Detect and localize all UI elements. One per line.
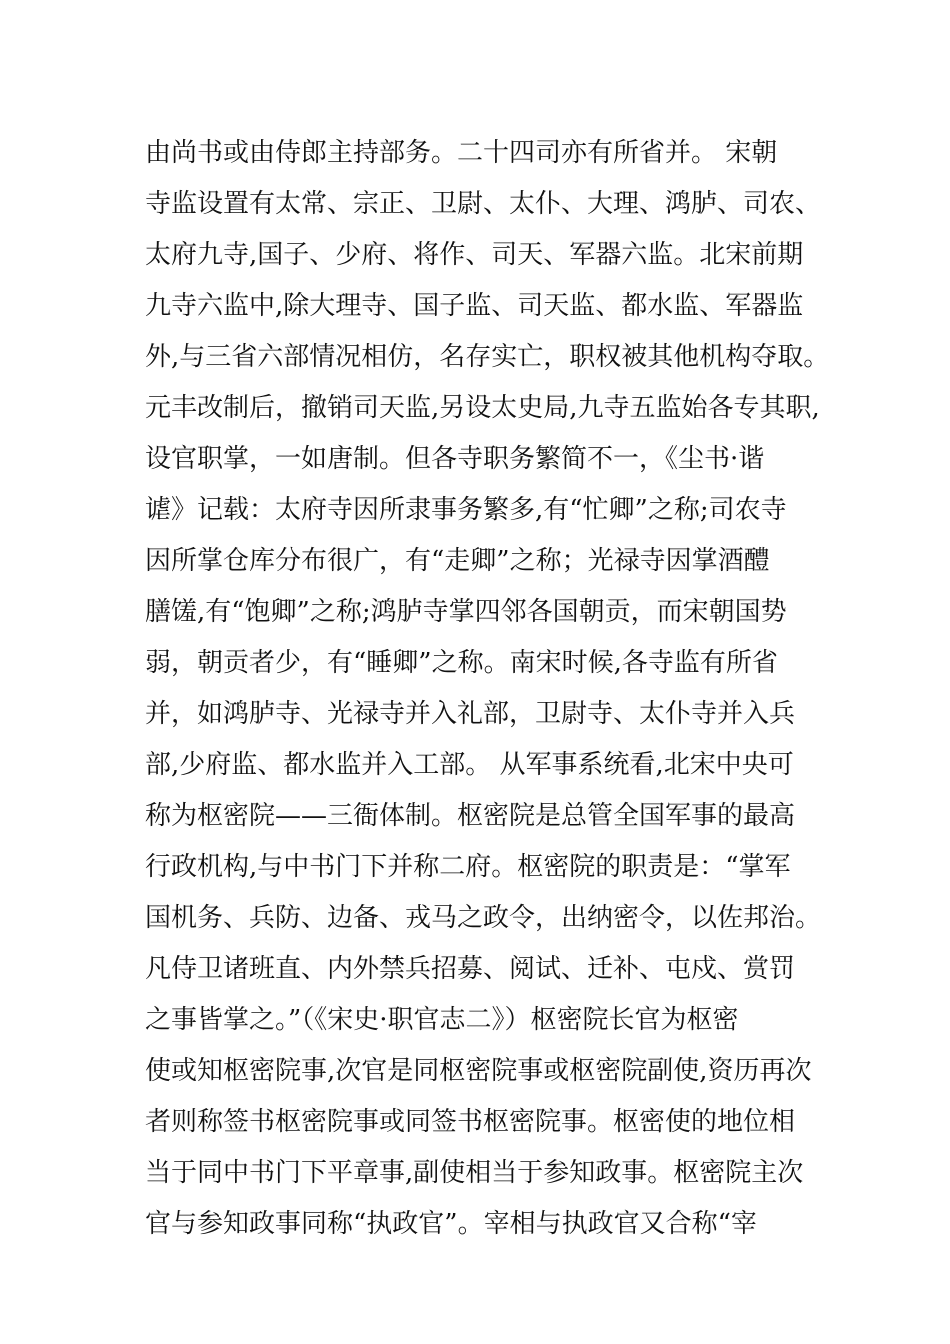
text-line: 寺监设置有太常、宗正、卫尉、太仆、大理、鸿胪、司农、	[145, 189, 822, 219]
text-line: 元丰改制后，撤销司天监,另设太史局,九寺五监始各专其职,	[145, 393, 820, 423]
text-line: 当于同中书门下平章事,副使相当于参知政事。枢密院主次	[145, 1158, 804, 1188]
text-line: 凡侍卫诸班直、内外禁兵招募、阅试、迁补、屯戍、赏罚	[145, 954, 796, 984]
text-line: 行政机构,与中书门下并称二府。枢密院的职责是：“掌军	[145, 852, 791, 882]
text-line: 膳馐,有“饱卿”之称;鸿胪寺掌四邻各国朝贡，而宋朝国势	[145, 597, 787, 627]
text-line: 部,少府监、都水监并入工部。 从军事系统看,北宋中央可	[145, 750, 794, 780]
text-line: 者则称签书枢密院事或同签书枢密院事。枢密使的地位相	[145, 1107, 796, 1137]
body-text	[145, 128, 830, 1250]
text-line: 谑》记载：太府寺因所隶事务繁多,有“忙卿”之称;司农寺	[145, 495, 787, 525]
text-line: 国机务、兵防、边备、戎马之政令，出纳密令，以佐邦治。	[145, 903, 822, 933]
text-line: 弱，朝贡者少，有“睡卿”之称。南宋时候,各寺监有所省	[145, 648, 778, 678]
text-line: 九寺六监中,除大理寺、国子监、司天监、都水监、军器监	[145, 291, 804, 321]
text-line: 使或知枢密院事,次官是同枢密院事或枢密院副使,资历再次	[145, 1056, 812, 1086]
text-line: 太府九寺,国子、少府、将作、司天、军器六监。北宋前期	[145, 240, 804, 270]
text-line: 因所掌仓库分布很广，有“走卿”之称；光禄寺因掌酒醴	[145, 546, 770, 576]
text-line: 设官职掌，一如唐制。但各寺职务繁简不一，《尘书·谐	[145, 444, 765, 474]
text-line: 并，如鸿胪寺、光禄寺并入礼部，卫尉寺、太仆寺并入兵	[145, 699, 796, 729]
text-line: 官与参知政事同称“执政官”。宰相与执政官又合称“宰	[145, 1209, 757, 1239]
text-line: 由尚书或由侍郎主持部务。二十四司亦有所省并。 宋朝	[145, 138, 778, 168]
text-line: 之事皆掌之。”（《宋史·职官志二》）枢密院长官为枢密	[145, 1005, 739, 1035]
text-line: 外,与三省六部情况相仿，名存实亡，职权被其他机构夺取。	[145, 342, 830, 372]
text-line: 称为枢密院——三衙体制。枢密院是总管全国军事的最高	[145, 801, 796, 831]
